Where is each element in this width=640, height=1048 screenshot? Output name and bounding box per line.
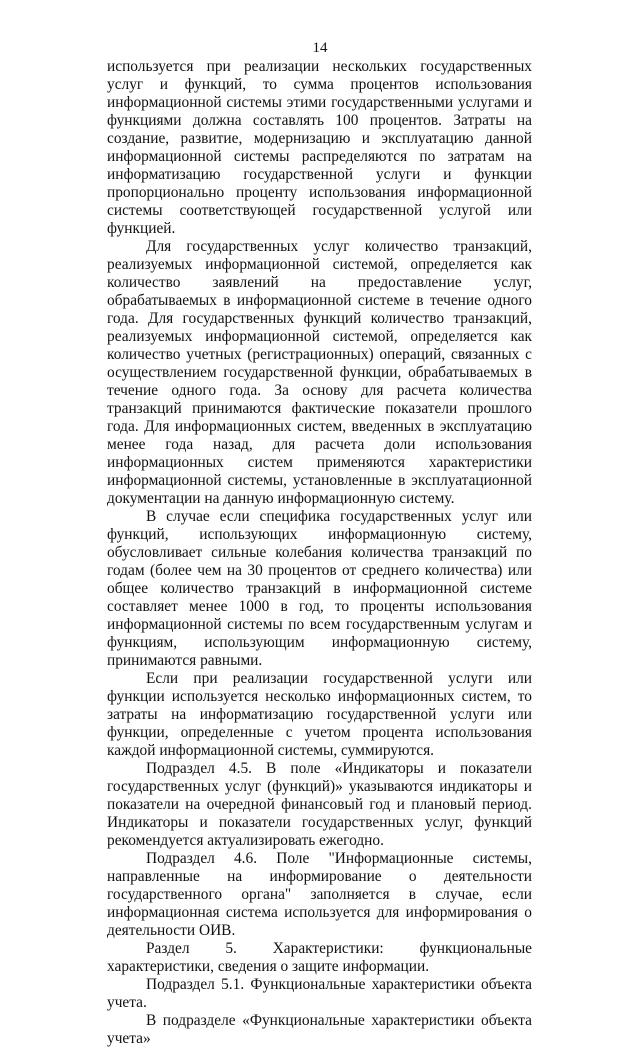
paragraph: Раздел 5. Характеристики: функциональные характеристики, сведения о защите информации. [107, 940, 532, 975]
paragraph: Для государственных услуг количество транзакций, реализуемых информационной системой, определяется как количество заявлений на предоставление услуг, обрабатываемых в информационной системе в течение одного года. Для государственных функций количество транзакций, реализуемых информационной системой, определяется как количество учетных (регистрационных) операций, связанных с осуществлением государственной функции, обрабатываемых в течение одного года. За основу для расчета количества транзакций принимаются фактические показатели прошлого года. Для информационных систем, введенных в эксплуатацию менее года назад, для расчета доли использования информационных систем применяются характеристики информационной системы, установленные в эксплуатационной документации на данную информационную систему. [107, 238, 532, 507]
paragraph: используется при реализации нескольких государственных услуг и функций, то сумма процентов использования информационной системы этими государственными услугами и функциями должна составлять 100 процентов. Затраты на создание, развитие, модернизацию и эксплуатацию данной информационной системы распределяются по затратам на информатизацию государственной услуги и функции пропорционально проценту использования информационной системы соответствующей государственной услугой или функцией. [107, 58, 532, 237]
paragraph: Если при реализации государственной услуги или функции используется несколько информационных систем, то затраты на информатизацию государственной услуги или функции, определенные с учетом процента использования каждой информационной системы, суммируются. [107, 670, 532, 759]
paragraph: В случае если специфика государственных услуг или функций, использующих информационную систему, обусловливает сильные колебания количества транзакций по годам (более чем на 30 процентов от среднего количества) или общее количество транзакций в информационной системе составляет менее 1000 в год, то проценты использования информационной системы по всем государственным услугам и функциям, использующим информационную систему, принимаются равными. [107, 508, 532, 669]
page-number: 14 [312, 40, 328, 56]
paragraph: Подраздел 4.6. Поле "Информационные системы, направленные на информирование о деятельности государственного органа" заполняется в случае, если информационная система используется для информирования о деятельности ОИВ. [107, 850, 532, 939]
paragraph: В подразделе «Функциональные характеристики объекта учета» [107, 1012, 532, 1047]
paragraph: Подраздел 5.1. Функциональные характеристики объекта учета. [107, 976, 532, 1011]
document-body [107, 58, 532, 1048]
paragraph: Подраздел 4.5. В поле «Индикаторы и показатели государственных услуг (функций)» указываются индикаторы и показатели на очередной финансовый год и плановый период. Индикаторы и показатели государственных услуг, функций рекомендуется актуализировать ежегодно. [107, 760, 532, 849]
